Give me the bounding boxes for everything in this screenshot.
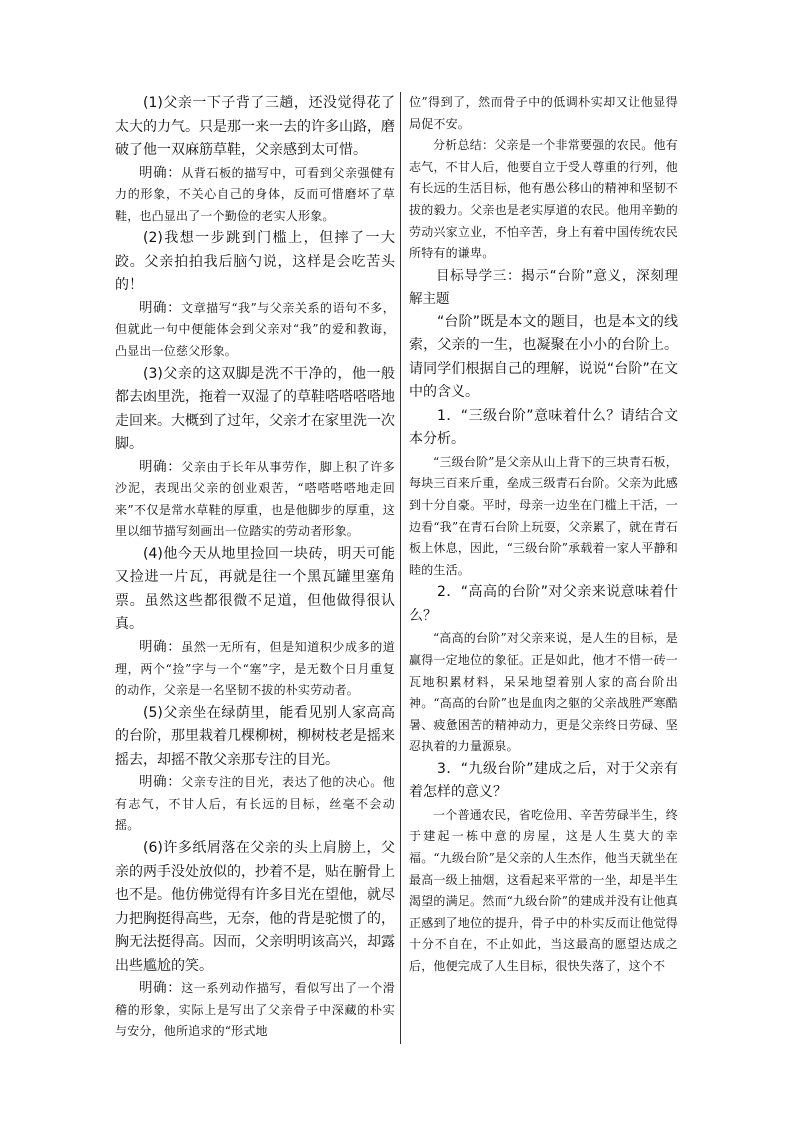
paragraph-text: “台阶”既是本文的题目，也是本文的线索，父亲的一生，也凝聚在小小的台阶上。请同学们根据自己的理解，说说“台阶”在文中的含义。 <box>409 313 678 401</box>
paragraph-text: (5)父亲坐在绿荫里，能看见别人家高高的台阶，那里栽着几棵柳树，柳树枝老是摇来摇去，却摇不散父亲那专注的目光。 <box>115 704 395 768</box>
answer-paragraph <box>409 628 678 758</box>
paragraph-text: 这一系列动作描写，看似写出了一个滑稽的形象，实际上是写出了父亲骨子中深藏的朴实与安分，他所追求的“形式地 <box>115 981 396 1039</box>
answer-label: 明确： <box>139 774 182 791</box>
answer-label: 明确： <box>139 458 182 475</box>
question-paragraph <box>115 837 395 978</box>
paragraph-text: “三级台阶”是父亲从山上背下的三块青石板，每块三百来斤重，垒成三级青石台阶。父亲为此感到十分自豪。平时，母亲一边坐在门槛上干活，一边看“我”在青石台阶上玩耍，父亲累了，就在青石板上休息，因此，“三级台阶”承载着一家人平静和睦的生活。 <box>409 454 678 577</box>
answer-paragraph <box>115 772 395 837</box>
answer-paragraph <box>409 452 678 582</box>
answer-paragraph <box>409 135 678 265</box>
paragraph-text: 一个普通农民，省吃俭用、辛苦劳碌半生，终于建起一栋中意的房屋，这是人生莫大的幸福。“九级台阶”是父亲的人生杰作，他当天就坐在最高一级上抽烟，这看起来平常的一坐，却是半生渴望的满足。然而“九级台阶”的建成并没有让他真正感到了地位的提升，骨子中的朴实反而让他觉得十分不自在，不止如此，当这最高的愿望达成之后，他便完成了人生目标，很快失落了，这个不 <box>409 807 678 974</box>
column-divider <box>400 92 401 1044</box>
answer-paragraph <box>115 978 395 1043</box>
question-paragraph <box>115 92 395 163</box>
right-column <box>409 92 678 978</box>
paragraph-text: 父亲由于长年从事劳作，脚上积了许多沙泥，表现出父亲的创业艰苦，“嗒嗒嗒嗒地走回来”不仅是常水草鞋的厚重，也是他脚步的厚重，这里以细节描写刻画出一位踏实的劳动者形象。 <box>115 459 396 539</box>
question-paragraph <box>115 227 395 298</box>
answer-paragraph <box>115 457 395 543</box>
answer-paragraph <box>409 92 678 135</box>
paragraph-text: 文章描写“我”与父亲关系的语句不多，但就此一句中便能体会到父亲对“我”的爱和教诲，凸显出一位慈父形象。 <box>115 300 395 358</box>
answer-paragraph <box>115 637 395 702</box>
paragraph-text: 分析总结：父亲是一个非常要强的农民。他有志气，不甘人后，他要自立于受人尊重的行列，他有长远的生活目标，他有愚公移山的精神和坚韧不拔的毅力。父亲也是老实厚道的农民。他用辛勤的劳动兴家立业，不怕辛苦，身上有着中国传统农民所特有的谦卑。 <box>409 138 678 261</box>
paragraph-text: “高高的台阶”对父亲来说，是人生的目标，是赢得一定地位的象征。正是如此，他才不惜一砖一瓦地积累材料，呆呆地望着别人家的高台阶出神。“高高的台阶”也是血肉之躯的父亲战胜严寒酷暑、疲惫困苦的精神动力，更是父亲终日劳碌、坚忍执着的力量源泉。 <box>409 631 678 754</box>
answer-label: 明确： <box>139 299 182 316</box>
answer-paragraph <box>115 298 395 363</box>
answer-label: 明确： <box>139 980 182 996</box>
paragraph-text: 3．“九级台阶”建成之后，对于父亲有着怎样的意义？ <box>409 760 678 801</box>
paragraph-text: 1．“三级台阶”意味着什么？请结合文本分析。 <box>409 407 678 448</box>
paragraph-text: 2．“高高的台阶”对父亲来说意味着什么？ <box>409 584 678 624</box>
answer-label: 明确： <box>139 164 182 181</box>
question-paragraph <box>409 581 678 628</box>
question-paragraph <box>409 405 678 452</box>
answer-label: 明确： <box>139 638 182 655</box>
left-column <box>115 92 395 1043</box>
question-paragraph <box>409 311 678 405</box>
paragraph-text: (1)父亲一下子背了三趟，还没觉得花了太大的力气。只是那一来一去的许多山路，磨破了他一双麻筋草鞋，父亲感到太可惜。 <box>115 95 395 158</box>
paragraph-text: 从背石板的描写中，可看到父亲强健有力的形象，不关心自己的身体，反而可惜磨坏了草鞋，也凸显出了一个勤俭的老实人形象。 <box>115 165 396 223</box>
section-heading <box>409 265 678 311</box>
paragraph-text: (6)许多纸屑落在父亲的头上肩膀上，父亲的两手没处放似的，抄着不是，贴在腑骨上也不是。他仿佛觉得有许多目光在望他，就尽力把胸挺得高些，无奈，他的背是驼惯了的，胸无法挺得高。因而，父亲明明该高兴，却露出些尴尬的笑。 <box>115 840 395 974</box>
paragraph-text: 父亲专注的目光，表达了他的决心。他有志气，不甘人后，有长远的目标，丝毫不会动摇。 <box>115 775 396 833</box>
paragraph-text: (3)父亲的这双脚是洗不干净的，他一般都去凼里洗，拖着一双湿了的草鞋嗒嗒嗒嗒地走回来。大概到了过年，父亲才在家里洗一次脚。 <box>115 365 395 453</box>
question-paragraph <box>115 702 395 773</box>
answer-paragraph <box>115 163 395 228</box>
paragraph-text: 目标导学三：揭示“台阶”意义，深刻理解主题 <box>409 267 678 307</box>
paragraph-text: (4)他今天从地里捡回一块砖，明天可能又捡进一片瓦，再就是往一个黑瓦罐里塞角票。虽然这些都很微不足道，但他做得很认真。 <box>115 545 395 633</box>
question-paragraph <box>115 543 395 637</box>
paragraph-text: 虽然一无所有，但是知道积少成多的道理，两个“捡”字与一个“塞”字，是无数个日月重复的动作，父亲是一名坚韧不拔的朴实劳动者。 <box>115 639 396 698</box>
question-paragraph <box>115 363 395 457</box>
answer-paragraph <box>409 805 678 978</box>
paragraph-text: (2)我想一步跳到门槛上，但摔了一大跤。父亲拍拍我后脑勺说，这样是会吃苦头的！ <box>115 230 395 294</box>
paragraph-text: 位”得到了，然而骨子中的低调朴实却又让他显得局促不安。 <box>409 95 678 131</box>
question-paragraph <box>409 758 678 805</box>
